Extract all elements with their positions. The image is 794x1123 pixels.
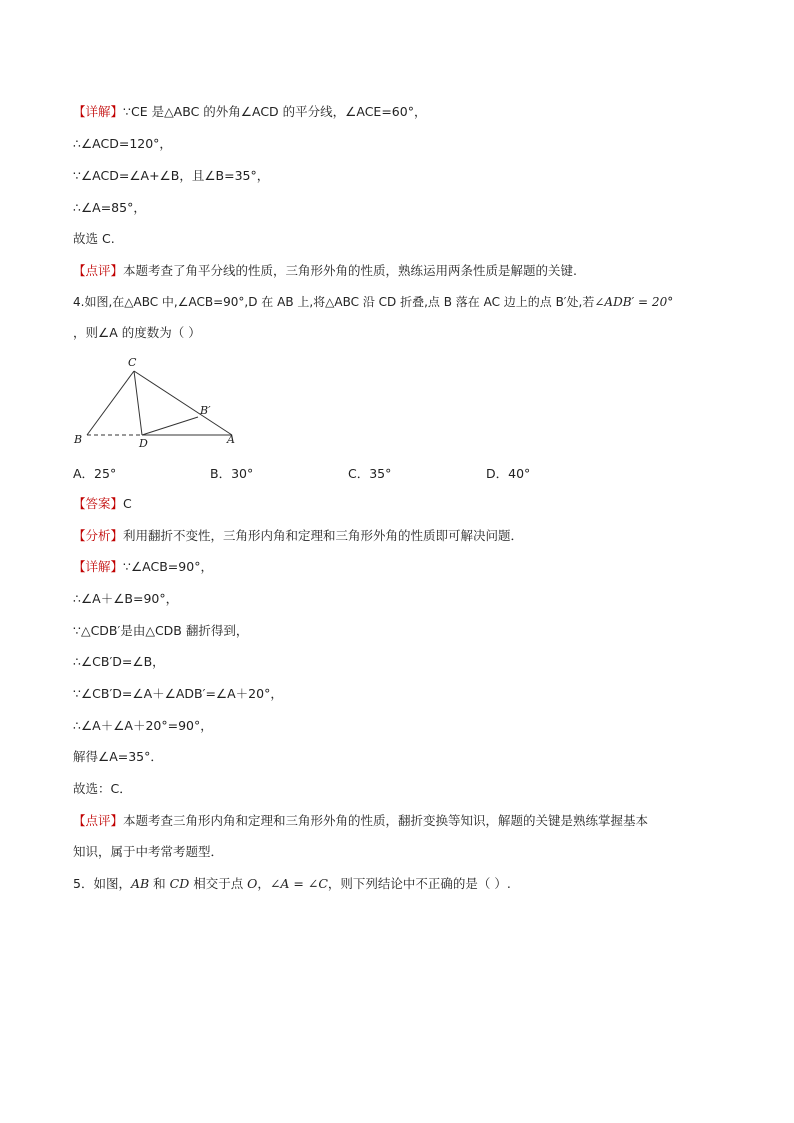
q4-step-4: ∵∠CB′D=∠A＋∠ADB′=∠A＋20°，: [73, 686, 283, 701]
segment-CD: [134, 371, 142, 435]
q4-stem-2: ，则∠A 的度数为（ ）: [73, 325, 201, 340]
label-C: C: [128, 356, 137, 369]
q5-stem: [73, 876, 511, 892]
q5-o: O: [247, 876, 258, 891]
q4-option-c: C．35°: [348, 466, 392, 481]
q3-comment-text: 本题考查了角平分线的性质，三角形外角的性质，熟练运用两条性质是解题的关键.: [123, 263, 577, 278]
q3-step-1: ∴∠ACD=120°，: [73, 136, 172, 151]
q5-mid2: 相交于点: [189, 876, 248, 891]
q4-stem: [73, 294, 673, 310]
label-D: D: [139, 437, 148, 450]
q4-option-d: D．40°: [486, 466, 531, 481]
q4-choice: 故选：C．: [73, 781, 132, 796]
label-A: A: [227, 433, 235, 446]
q4-answer: C: [123, 496, 132, 511]
analysis-tag: 【分析】: [73, 528, 124, 543]
q4-comment-text: 本题考查三角形内角和定理和三角形外角的性质，翻折变换等知识，解题的关键是熟练掌握基本: [123, 813, 649, 828]
q4-detail-line: [73, 559, 213, 575]
q3-step-2: ∵∠ACD=∠A+∠B，且∠B=35°，: [73, 168, 270, 183]
q3-choice: 故选 C.: [73, 231, 115, 246]
q4-step-3: ∴∠CB′D=∠B，: [73, 654, 165, 669]
detail-tag: 【详解】: [73, 104, 124, 119]
q4-analysis-line: [73, 528, 523, 544]
q5-mid1: 和: [149, 876, 170, 891]
q5-eq: ∠A = ∠C: [269, 876, 328, 891]
q4-option-a: A．25°: [73, 466, 117, 481]
q4-answer-line: [73, 496, 132, 512]
segment-CA: [134, 371, 232, 435]
q5-post: ，则下列结论中不正确的是（ ）.: [327, 876, 511, 891]
q5-mid3: ，: [257, 876, 270, 891]
answer-tag: 【答案】: [73, 496, 124, 511]
q4-comment-line-2: 知识，属于中考常考题型．: [73, 844, 224, 859]
q4-step-5: ∴∠A＋∠A＋20°=90°，: [73, 718, 213, 733]
q3-comment-line: [73, 263, 577, 279]
q4-step-6: 解得∠A=35°．: [73, 749, 163, 764]
comment-tag: 【点评】: [73, 263, 124, 278]
q4-stem-text: 4.如图,在△ABC 中,∠ACB=90°,D 在 AB 上,将△ABC 沿 CD 折叠,点 B 落在 AC 边上的点 B′处,若: [73, 295, 595, 309]
q3-detail-line: [73, 104, 426, 120]
q4-analysis-text: 利用翻折不变性，三角形内角和定理和三角形外角的性质即可解决问题．: [123, 528, 524, 543]
q4-comment-line: [73, 813, 648, 829]
q4-detail-text: ∵∠ACB=90°，: [123, 559, 213, 574]
q5-ab: AB: [130, 876, 150, 891]
q4-figure: [70, 352, 245, 452]
q3-detail-text: ∵CE 是△ABC 的外角∠ACD 的平分线，∠ACE=60°，: [123, 104, 427, 119]
q4-step-2: ∵△CDB′是由△CDB 翻折得到，: [73, 623, 249, 638]
q4-stem-math: ∠ADB′ = 20°: [594, 295, 674, 309]
comment-tag: 【点评】: [73, 813, 124, 828]
detail-tag: 【详解】: [73, 559, 124, 574]
label-Bp: B′: [200, 404, 211, 417]
label-B: B: [74, 433, 83, 446]
segment-DBp: [142, 417, 198, 435]
segment-BC: [87, 371, 134, 435]
q4-step-1: ∴∠A＋∠B=90°，: [73, 591, 179, 606]
q4-option-b: B．30°: [210, 466, 254, 481]
q5-cd: CD: [169, 876, 190, 891]
q5-pre: 5．如图，: [73, 876, 131, 891]
q3-step-3: ∴∠A=85°，: [73, 200, 146, 215]
